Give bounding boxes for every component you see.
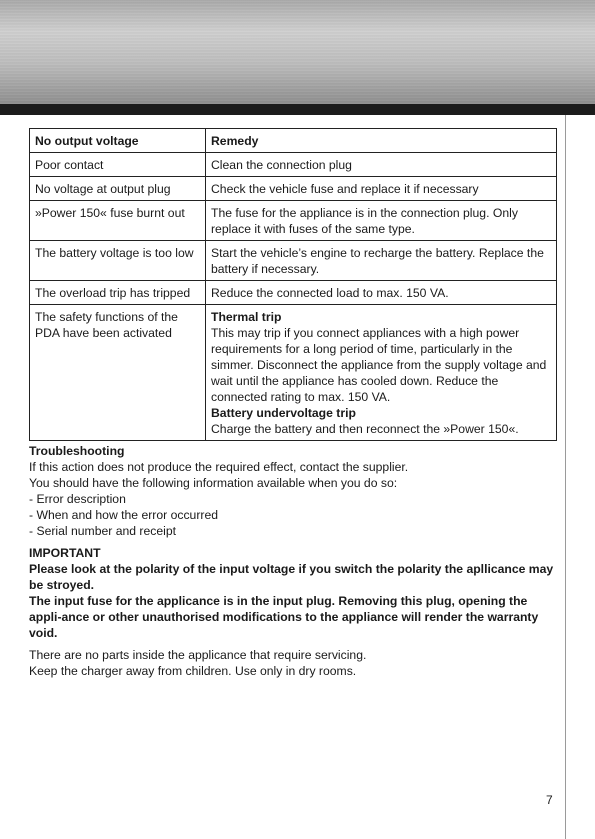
header-remedy: Remedy [206, 129, 557, 153]
table-header-row [30, 129, 557, 153]
important-fuse: The input fuse for the applicance is in the input plug. Removing this plug, opening the appli-ance or other unauthorised modifications to the appliance will render the warranty void. [29, 594, 539, 640]
remedy-cell: Clean the connection plug [206, 153, 557, 177]
table-row [30, 305, 557, 441]
header-cause: No output voltage [30, 129, 206, 153]
cause-cell: »Power 150« fuse burnt out [30, 201, 206, 241]
header-rule [0, 104, 595, 115]
table-row [30, 201, 557, 241]
troubleshooting-heading: Troubleshooting [29, 444, 125, 458]
remedy-cell: Reduce the connected load to max. 150 VA. [206, 281, 557, 305]
cause-cell: Poor contact [30, 153, 206, 177]
troubleshooting-line: You should have the following information available when you do so: [29, 476, 398, 490]
troubleshooting-line: - When and how the error occurred [29, 508, 218, 522]
cause-cell: The safety functions of the PDA have been activated [30, 305, 206, 441]
troubleshooting-table [29, 128, 557, 441]
body-content [29, 443, 557, 679]
battery-undervoltage-title: Battery undervoltage trip [211, 406, 356, 420]
thermal-trip-text: This may trip if you connect appliances with a high power requirements for a long period of time, particularly in the simmer. Disconnect the appliance from the supply voltage and wait until the appliance has cooled down. Reduce the connected rating to max. 150 VA. [211, 326, 547, 404]
page-number: 7 [546, 793, 553, 807]
remedy-cell [206, 305, 557, 441]
remedy-cell: Start the vehicle’s engine to recharge the battery. Replace the battery if necessary. [206, 241, 557, 281]
remedy-cell: Check the vehicle fuse and replace it if necessary [206, 177, 557, 201]
side-rule [565, 115, 566, 839]
table-row [30, 153, 557, 177]
footer-line: There are no parts inside the applicance that require servicing. [29, 648, 367, 662]
footer-line: Keep the charger away from children. Use only in dry rooms. [29, 664, 357, 678]
troubleshooting-line: - Error description [29, 492, 126, 506]
battery-undervoltage-text: Charge the battery and then reconnect the »Power 150«. [211, 422, 519, 436]
cause-cell: No voltage at output plug [30, 177, 206, 201]
header-band [0, 0, 595, 104]
table-row [30, 281, 557, 305]
troubleshooting-line: - Serial number and receipt [29, 524, 176, 538]
cause-cell: The battery voltage is too low [30, 241, 206, 281]
important-heading: IMPORTANT [29, 546, 101, 560]
important-polarity: Please look at the polarity of the input voltage if you switch the polarity the apllicance may be stroyed. [29, 562, 554, 592]
table-row [30, 177, 557, 201]
table-row [30, 241, 557, 281]
troubleshooting-line: If this action does not produce the required effect, contact the supplier. [29, 460, 409, 474]
remedy-cell: The fuse for the appliance is in the connection plug. Only replace it with fuses of the same type. [206, 201, 557, 241]
cause-cell: The overload trip has tripped [30, 281, 206, 305]
thermal-trip-title: Thermal trip [211, 310, 282, 324]
